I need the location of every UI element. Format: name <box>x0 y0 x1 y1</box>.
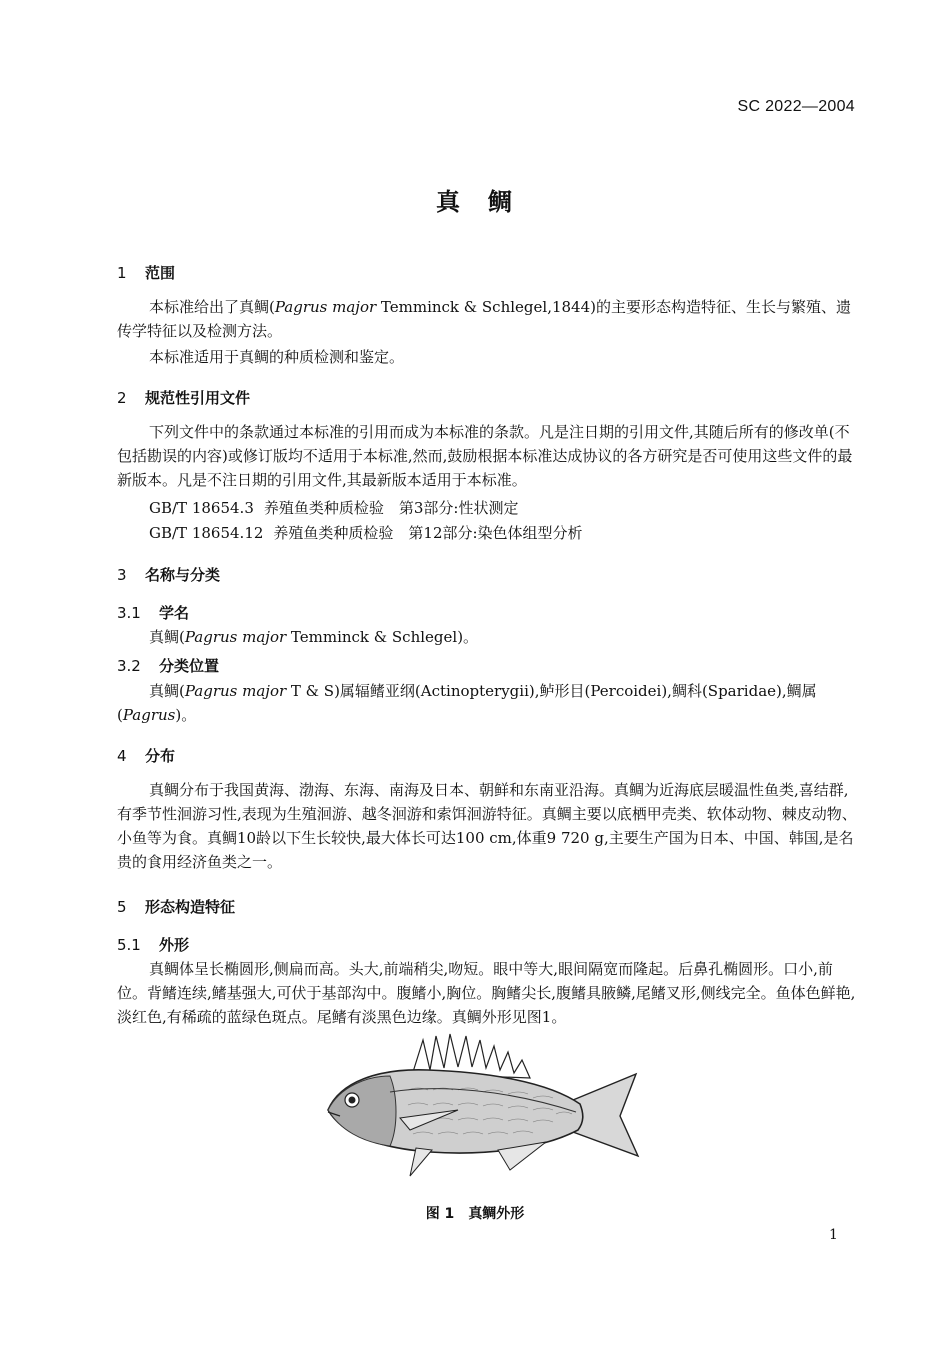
section-title: 规范性引用文件 <box>145 389 251 407</box>
scope-paragraph-1 <box>117 295 857 343</box>
distribution-paragraph: 真鲷分布于我国黄海、渤海、东海、南海及日本、朝鲜和东南亚沿海。真鲷为近海底层暖温性鱼类,喜结群,有季节性洄游习性,表现为生殖洄游、越冬洄游和索饵洄游特征。真鲷主要以底栖甲壳类、软体动物、棘皮动物、小鱼等为食。真鲷10龄以下生长较快,最大体长可达100 cm,体重9 720 g,主要生产国为日本、中国、韩国,是名贵的食用经济鱼类之一。 <box>117 781 857 871</box>
reference-item <box>149 522 583 543</box>
section-title: 名称与分类 <box>145 566 221 584</box>
page-number: 1 <box>829 1227 838 1243</box>
fish-illustration <box>318 1030 648 1180</box>
section-number: 3 <box>117 566 127 584</box>
scientific-name: Pagrus major <box>274 298 377 316</box>
section-1-heading <box>117 262 175 283</box>
genus-name: Pagrus <box>122 706 176 724</box>
scientific-name: Pagrus major <box>184 628 287 646</box>
section-4-heading <box>117 745 175 766</box>
section-title: 形态构造特征 <box>145 898 236 916</box>
section-number: 3.1 <box>117 604 141 622</box>
standard-code: SC 2022—2004 <box>737 98 855 115</box>
reference-title: 养殖鱼类种质检验 第12部分:染色体组型分析 <box>273 524 583 542</box>
section-5-1-heading <box>117 934 189 955</box>
figure-caption <box>0 1203 950 1223</box>
text-run: T & S)属辐鳍亚纲(Actinopterygii),鲈形目(Percoidei),鲷科(Sparidae),鲷属( <box>117 682 817 724</box>
section-number: 5.1 <box>117 936 141 954</box>
section-title: 学名 <box>159 604 190 622</box>
section-title: 范围 <box>145 264 176 282</box>
section-title: 外形 <box>159 936 190 954</box>
section-number: 1 <box>117 264 127 282</box>
section-title: 分布 <box>145 747 176 765</box>
section-3-2-heading <box>117 655 219 676</box>
reference-code: GB/T 18654.3 <box>149 499 254 517</box>
section-5-heading <box>117 896 235 917</box>
text-run: 真鲷( <box>149 628 185 646</box>
section-3-1-heading <box>117 602 189 623</box>
classification-paragraph <box>117 679 857 727</box>
text-run: Temminck & Schlegel,1844)的主要形态构造特征、生长与繁殖、遗传学特征以及检测方法。 <box>117 298 851 340</box>
scientific-name: Pagrus major <box>184 682 287 700</box>
text-run: 本标准给出了真鲷( <box>149 298 275 316</box>
text-run: 真鲷( <box>149 682 185 700</box>
reference-item <box>149 497 518 518</box>
figure-title: 真鲷外形 <box>468 1206 525 1222</box>
text-run: )。 <box>175 706 197 724</box>
scientific-name-paragraph <box>117 625 857 649</box>
references-paragraph: 下列文件中的条款通过本标准的引用而成为本标准的条款。凡是注日期的引用文件,其随后所有的修改单(不包括勘误的内容)或修订版均不适用于本标准,然而,鼓励根据本标准达成协议的各方研究是否可使用这些文件的最新版本。凡是不注日期的引用文件,其最新版本适用于本标准。 <box>117 423 853 489</box>
section-number: 4 <box>117 747 127 765</box>
section-number: 5 <box>117 898 127 916</box>
page-title: 真 鲷 <box>436 188 514 216</box>
reference-title: 养殖鱼类种质检验 第3部分:性状测定 <box>263 499 519 517</box>
scope-paragraph-2: 本标准适用于真鲷的种质检测和鉴定。 <box>149 348 405 366</box>
text-run: Temminck & Schlegel)。 <box>286 628 479 646</box>
section-2-heading <box>117 387 250 408</box>
morphology-paragraph: 真鲷体呈长椭圆形,侧扁而高。头大,前端稍尖,吻短。眼中等大,眼间隔宽而隆起。后鼻孔椭圆形。口小,前位。背鳍连续,鳍基强大,可伏于基部沟中。腹鳍小,胸位。胸鳍尖长,腹鳍具腋鳞,尾鳍叉形,侧线完全。鱼体色鲜艳,淡红色,有稀疏的蓝绿色斑点。尾鳍有淡黑色边缘。真鲷外形见图1。 <box>117 960 856 1026</box>
reference-code: GB/T 18654.12 <box>149 524 264 542</box>
section-number: 2 <box>117 389 127 407</box>
section-number: 3.2 <box>117 657 141 675</box>
figure-label: 图 1 <box>425 1206 455 1222</box>
section-title: 分类位置 <box>159 657 220 675</box>
section-3-heading <box>117 564 220 585</box>
